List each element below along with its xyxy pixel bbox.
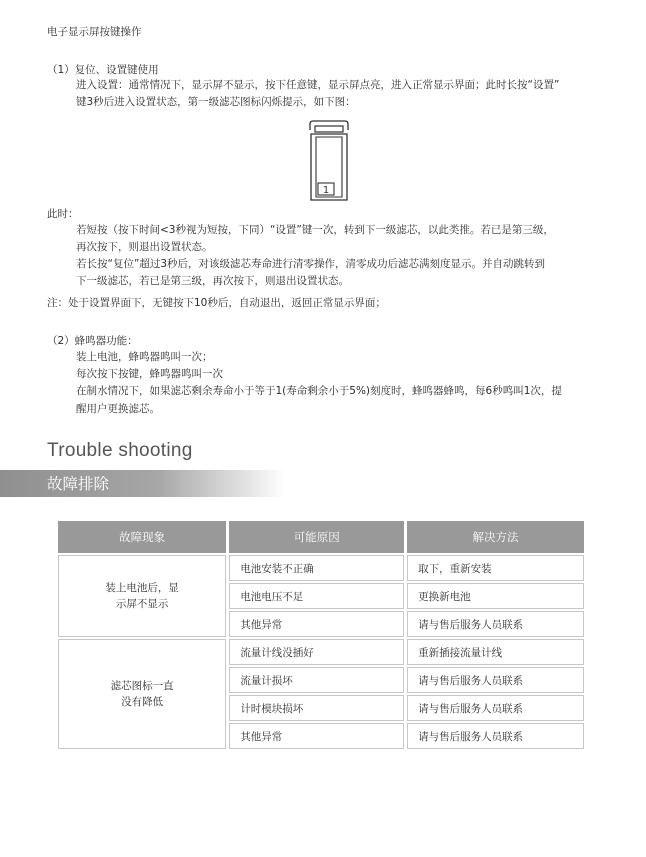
section1-title: （1）复位、设置键使用 — [47, 64, 159, 76]
solution-cell: 请与售后服务人员联系 — [407, 695, 584, 721]
filter-level-label: 1 — [322, 185, 330, 196]
cause-cell: 计时模块损坏 — [229, 695, 404, 721]
section2-line: 醒用户更换滤芯。 — [76, 403, 160, 415]
cause-cell: 电池电压不足 — [229, 583, 404, 609]
at-this-time-line: 再次按下，则退出设置状态。 — [76, 241, 213, 253]
symptom-cell: 滤芯图标一直没有降低 — [58, 639, 226, 749]
troubleshooting-table — [55, 519, 587, 751]
at-this-time-line: 若短按（按下时间<3秒视为短按，下同）“设置”键一次，转到下一级滤芯，以此类推。若已是第三级， — [76, 224, 554, 236]
solution-cell: 请与售后服务人员联系 — [407, 611, 584, 637]
section2-line: 每次按下按键，蜂鸣器鸣叫一次 — [76, 368, 223, 380]
solution-cell: 请与售后服务人员联系 — [407, 723, 584, 749]
solution-cell: 重新插接流量计线 — [407, 639, 584, 665]
header-solution: 解决方法 — [407, 521, 584, 553]
solution-cell: 取下，重新安装 — [407, 555, 584, 581]
at-this-time-line: 下一级滤芯，若已是第三级，再次按下，则退出设置状态。 — [76, 275, 349, 287]
solution-cell: 更换新电池 — [407, 583, 584, 609]
section2-line: 在制水情况下，如果滤芯剩余寿命小于等于1(寿命剩余小于5%)刻度时，蜂鸣器蜂鸣，每6秒鸣叫1次，提 — [76, 385, 562, 397]
filter-icon — [307, 120, 351, 202]
symptom-cell: 装上电池后，显示屏不显示 — [58, 555, 226, 637]
cause-cell: 电池安装不正确 — [229, 555, 404, 581]
section-banner — [0, 470, 285, 497]
header-symptom: 故障现象 — [58, 521, 226, 553]
page-title: 电子显示屏按键操作 — [47, 26, 142, 38]
at-this-time-label: 此时： — [47, 208, 79, 220]
section1-line: 进入设置：通常情况下，显示屏不显示，按下任意键，显示屏点亮，进入正常显示界面；此时长按“设置” — [76, 79, 560, 91]
cause-cell: 流量计损坏 — [229, 667, 404, 693]
note-text: 注：处于设置界面下，无键按下10秒后，自动退出，返回正常显示界面； — [47, 297, 386, 309]
header-cause: 可能原因 — [229, 521, 404, 553]
cause-cell: 流量计线没插好 — [229, 639, 404, 665]
section1-line: 键3秒后进入设置状态，第一级滤芯图标闪烁提示，如下图： — [76, 96, 356, 108]
cause-cell: 其他异常 — [229, 723, 404, 749]
cause-cell: 其他异常 — [229, 611, 404, 637]
table-row — [58, 555, 584, 581]
at-this-time-line: 若长按“复位”超过3秒后，对该级滤芯寿命进行清零操作，清零成功后滤芯满刻度显示。并自动跳转到 — [76, 258, 546, 270]
troubleshooting-title-en: Trouble shooting — [47, 440, 193, 461]
troubleshooting-title-cn: 故障排除 — [47, 475, 110, 493]
section2-line: 装上电池，蜂鸣器鸣叫一次； — [76, 351, 213, 363]
table-row — [58, 639, 584, 665]
section2-title: （2）蜂鸣器功能： — [47, 335, 138, 347]
solution-cell: 请与售后服务人员联系 — [407, 667, 584, 693]
table-header-row — [58, 521, 584, 553]
